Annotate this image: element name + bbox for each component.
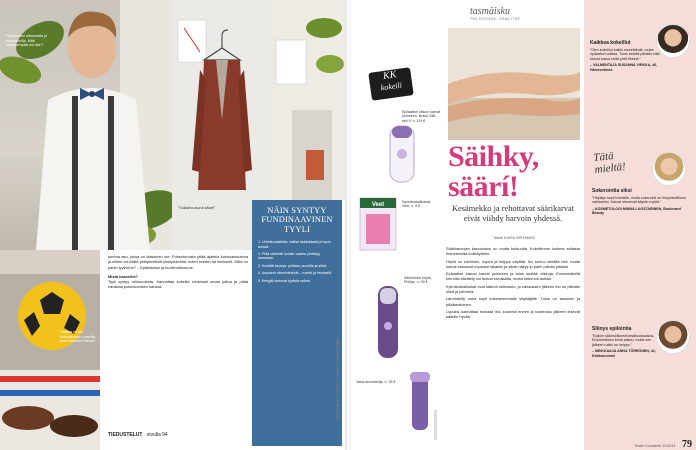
left-footer [108, 432, 168, 438]
article-paragraph: Säärikarvojen kasvukausi on mutta kohtuulta. Kokeilimme kolmea erilaista menetelmää kotikäyttöön. [446, 246, 580, 257]
vertical-credit: TEKSTI ELINA HYTÖNEN • KUVAT ILKKA PELTONEN [336, 336, 340, 420]
avatar-3 [656, 320, 690, 354]
magazine-name: Kodin Kuvalehti 11/2014 [634, 444, 676, 448]
product2-caption: Kylmävahaliuskat, Veet, n. 9 € [402, 200, 431, 209]
top-photo-caption: ”Vesimeloni sitruunalla ja rosmariinilla. Mitä kesäisempää voi olla?” [6, 34, 47, 48]
article-paragraph: Höylä on edullinen, nopea ja helppo käyttää. Iho tuntuu sileältä heti, mutta karvat kasvavat nopeasti takaisin ja sänki näkyy jo parin päivän päästä. [446, 258, 580, 269]
right-vertical-credit [434, 410, 437, 440]
tips-box-item: 3. Kesällä kepeys: pellava, puuvilla ja silkki. [258, 263, 328, 268]
article-byline: Teksti KAISA VIRTANEN [493, 236, 535, 240]
tips-box-item: 1. Urheiluvaatteita: valitse laadukkaat ja hyvin istuvat. [258, 240, 331, 249]
tips-box-item: 2. Pidä väreistä huolta: vaalea yhdistyy tummaan. [258, 252, 321, 261]
tips-box-title: NÄIN SYNTYY FUNDINAAVINEN TYYLI [261, 206, 333, 234]
tips-box-list [258, 240, 336, 283]
avatar-1 [656, 24, 690, 58]
tips-box-item: 5. Kengät kertovat tyylistä eniten. [258, 278, 311, 283]
left-article-text: tumma asu, jossa on klassinen ote. Pukeutumista pitää ajatella kokonaisuutena ja siihen voi lisätä yllätyksellisiä yksityiskohtia, kuten rusetin tai henkselit. Mikä on pahin tyylivirhe? – Epäsiisteys ja huolimattomuus. [108, 254, 248, 270]
products-column [352, 0, 442, 450]
opinion3-name: – MEIKKAAJA ANNA TÖRRÖNEN, 41, Kirkkonummi [592, 349, 656, 358]
page-gutter [345, 0, 351, 450]
kicker [470, 6, 520, 21]
left-article-column [108, 254, 248, 290]
footer-label: TIEDUSTELUT [108, 432, 143, 438]
article-paragraph: Lopuksi kannattaa muistaa iho: kuorinta ennen ja kosteutus jälkeen tekevät säärille hyvää. [446, 308, 580, 320]
wardrobe-photo [272, 0, 345, 200]
kicker-title: tasmäisku [470, 6, 510, 17]
football-shoes-photo [0, 250, 100, 450]
badge-line2: kokeili [380, 80, 403, 93]
article-paragraph: Epilaattori kiskoo karvat juurineen ja tulos kestää viikkoja. Ensimmäisillä kerroilla käsittely voi tuntua kivuliaalta, mutta tottumus auttaa. [446, 271, 580, 282]
legs-photo [448, 28, 580, 140]
tips-box [252, 200, 342, 446]
kk-badge [368, 67, 413, 101]
article-body [446, 246, 580, 320]
tips-box-item: 4. Asusteet viimeistelevät – rusetti ja henkselit. [258, 271, 333, 276]
article-paragraph: Kylmävahaliuskat ovat kätevä välimuoto, ja vahauksen jälkeen iho on pitkään sileä ja pehmeä. [446, 283, 580, 295]
opinion3-text: ”Epiloin säännöllisesti kesäkuukausina. Ensimmäinen kerta sattuu, mutta sen jälkeen rutiini on helppo.” [592, 334, 655, 347]
hanger-caption: ”Sukkahousuna kädet” [178, 206, 215, 210]
opinion3-title: Sliinys epilointia [592, 326, 632, 332]
opinion3 [592, 326, 656, 358]
question-label: Mistä haaveilet? [108, 273, 139, 279]
opinion1-name: – VALMENTAJA SUSANNA VIRKKA, 46, Hämeenlinna [590, 63, 658, 72]
kicker-subtitle: TEE KOTONA, OSAA ITSE [470, 17, 521, 21]
product4-caption: Vaha-annostelija, n. 25 € [356, 380, 396, 384]
article-paragraph: Lämmitetty vaha sopii kokeneemmalle käyttäjälle. Tulos on tasainen ja pitkäkestoinen. [446, 296, 580, 307]
footer-link[interactable]: sivulla 94 [146, 432, 168, 438]
page-number: 79 [682, 439, 692, 450]
product1-caption: Epilaattori kiskoo karvat juurineen. Braun Silk-épil 9, n. 119 € [402, 110, 440, 123]
article-title: Säihky, säärí! [448, 140, 539, 203]
opinion2-name: – KOSMETOLOGI MINNA LUOSTARINEN, Boulevard Beauty [592, 206, 681, 216]
opinion2-text: ”Höyläys sopii kiireisille, mutta sokerointi on ihoystävällinen vaihtoehto. Karvat ohenevat käytön myötä.” [592, 196, 686, 205]
tata-label: Tätä mieltä! [592, 150, 627, 177]
opinion2-title: Sokerointia siksi [592, 188, 632, 194]
opinion2 [592, 188, 690, 216]
right-footer [604, 434, 692, 450]
portrait-caption: ”Vaikka en ole kokoaikainen urheilija, tuon tallaseen takaan” [60, 330, 97, 344]
product3-caption: Sähköinen höylä, Philips, n. 39 € [404, 276, 432, 285]
question-text: Tyyli syntyy rohkeudesta. Kannattaa kokeilla rohkeasti omaa juttua ja pitää hauskaa pukeutumisen kanssa. [108, 279, 248, 290]
svg-text:Veet: Veet [371, 202, 385, 208]
opinion1-text: ”Olen kokeillut kaikki menetelmät, mutta epilaattori voittaa. Tulos kestää pitkään eikä karvat kasva enää yhtä tiheinä.” [590, 48, 660, 61]
wax-strips-product [356, 196, 400, 252]
shaver-product [370, 282, 406, 362]
avatar-2 [652, 152, 686, 186]
article-subtitle: Kesämekko ja rehottavat säärikarvat eivät viihdy harvoin yhdessä. [451, 204, 575, 223]
badge-line1: KK [382, 69, 398, 82]
epilator-product [382, 120, 422, 188]
opinion1-title: Kaikkea kokeillut [590, 40, 631, 46]
